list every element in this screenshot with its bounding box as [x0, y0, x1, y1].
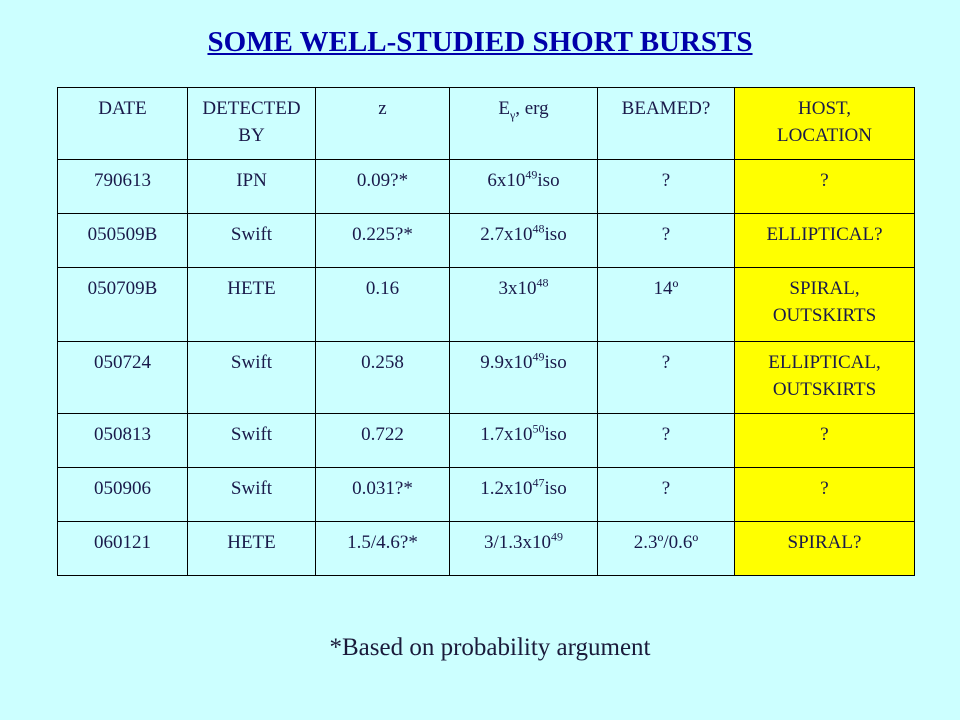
header-detected-by — [188, 88, 316, 160]
cell-date: 050906 — [58, 468, 188, 522]
cell-detected-by: Swift — [188, 414, 316, 468]
cell-energy — [450, 342, 598, 414]
host-line: SPIRAL? — [787, 532, 862, 553]
cell-beamed: 2.3º/0.6º — [598, 522, 735, 576]
cell-date: 050813 — [58, 414, 188, 468]
page-title: SOME WELL-STUDIED SHORT BURSTS — [207, 26, 753, 58]
host-line: ? — [820, 424, 829, 445]
cell-beamed: ? — [598, 342, 735, 414]
cell-z: 1.5/4.6?* — [316, 522, 450, 576]
cell-date: 050509B — [58, 214, 188, 268]
cell-beamed: ? — [598, 468, 735, 522]
cell-z: 0.09?* — [316, 160, 450, 214]
cell-detected-by: HETE — [188, 522, 316, 576]
cell-date: 060121 — [58, 522, 188, 576]
cell-host-location — [735, 342, 915, 414]
cell-energy — [450, 214, 598, 268]
cell-date: 050709B — [58, 268, 188, 342]
energy-exponent: 49 — [551, 529, 564, 544]
cell-detected-by: Swift — [188, 342, 316, 414]
energy-mantissa: 1.7x10 — [480, 424, 533, 445]
energy-mantissa: 1.2x10 — [480, 478, 533, 499]
cell-date: 050724 — [58, 342, 188, 414]
host-line: ELLIPTICAL? — [766, 224, 883, 245]
energy-suffix: iso — [544, 352, 567, 373]
table-row — [58, 160, 915, 214]
header-host-line1: HOST, — [798, 98, 851, 119]
cell-z: 0.225?* — [316, 214, 450, 268]
energy-mantissa: 2.7x10 — [480, 224, 533, 245]
header-energy — [450, 88, 598, 160]
header-energy-base: E — [498, 98, 510, 119]
energy-exponent: 50 — [532, 421, 545, 436]
short-bursts-table — [57, 87, 915, 576]
table-row — [58, 522, 915, 576]
cell-z: 0.258 — [316, 342, 450, 414]
table-row — [58, 468, 915, 522]
table-row — [58, 342, 915, 414]
cell-detected-by: HETE — [188, 268, 316, 342]
cell-beamed: ? — [598, 414, 735, 468]
header-row — [58, 88, 915, 160]
header-energy-sub: γ — [509, 107, 516, 122]
header-detected-line2: BY — [238, 124, 265, 146]
cell-z: 0.031?* — [316, 468, 450, 522]
cell-host-location — [735, 214, 915, 268]
energy-suffix: iso — [544, 224, 567, 245]
cell-energy — [450, 414, 598, 468]
cell-energy — [450, 468, 598, 522]
cell-host-location — [735, 414, 915, 468]
energy-suffix: iso — [544, 424, 567, 445]
cell-detected-by: Swift — [188, 468, 316, 522]
host-line: ELLIPTICAL, — [768, 352, 881, 373]
cell-beamed: ? — [598, 214, 735, 268]
header-beamed: BEAMED? — [598, 88, 735, 160]
cell-beamed: 14º — [598, 268, 735, 342]
energy-exponent: 48 — [536, 275, 549, 290]
energy-exponent: 49 — [525, 167, 538, 182]
cell-host-location — [735, 268, 915, 342]
energy-mantissa: 9.9x10 — [480, 352, 533, 373]
cell-energy — [450, 268, 598, 342]
energy-suffix: iso — [544, 478, 567, 499]
host-line: ? — [820, 478, 829, 499]
header-z: z — [316, 88, 450, 160]
table-row — [58, 268, 915, 342]
energy-exponent: 49 — [532, 349, 545, 364]
energy-mantissa: 3/1.3x10 — [483, 532, 552, 553]
footnote: *Based on probability argument — [329, 634, 651, 661]
host-line: OUTSKIRTS — [772, 304, 877, 326]
energy-exponent: 47 — [532, 475, 545, 490]
cell-z: 0.16 — [316, 268, 450, 342]
cell-host-location — [735, 160, 915, 214]
cell-host-location — [735, 522, 915, 576]
host-line: OUTSKIRTS — [772, 378, 877, 400]
cell-date: 790613 — [58, 160, 188, 214]
cell-detected-by: Swift — [188, 214, 316, 268]
cell-energy — [450, 522, 598, 576]
cell-beamed: ? — [598, 160, 735, 214]
cell-z: 0.722 — [316, 414, 450, 468]
host-line: ? — [820, 170, 829, 191]
header-host — [735, 88, 915, 160]
table-row — [58, 214, 915, 268]
energy-mantissa: 3x10 — [498, 278, 537, 299]
header-date: DATE — [58, 88, 188, 160]
header-energy-unit: , erg — [515, 98, 549, 119]
cell-detected-by: IPN — [188, 160, 316, 214]
energy-exponent: 48 — [532, 221, 545, 236]
energy-mantissa: 6x10 — [487, 170, 526, 191]
energy-suffix: iso — [537, 170, 560, 191]
table-row — [58, 414, 915, 468]
header-detected-line1: DETECTED — [202, 98, 301, 119]
cell-energy — [450, 160, 598, 214]
host-line: SPIRAL, — [789, 278, 860, 299]
header-host-line2: LOCATION — [777, 124, 872, 146]
cell-host-location — [735, 468, 915, 522]
